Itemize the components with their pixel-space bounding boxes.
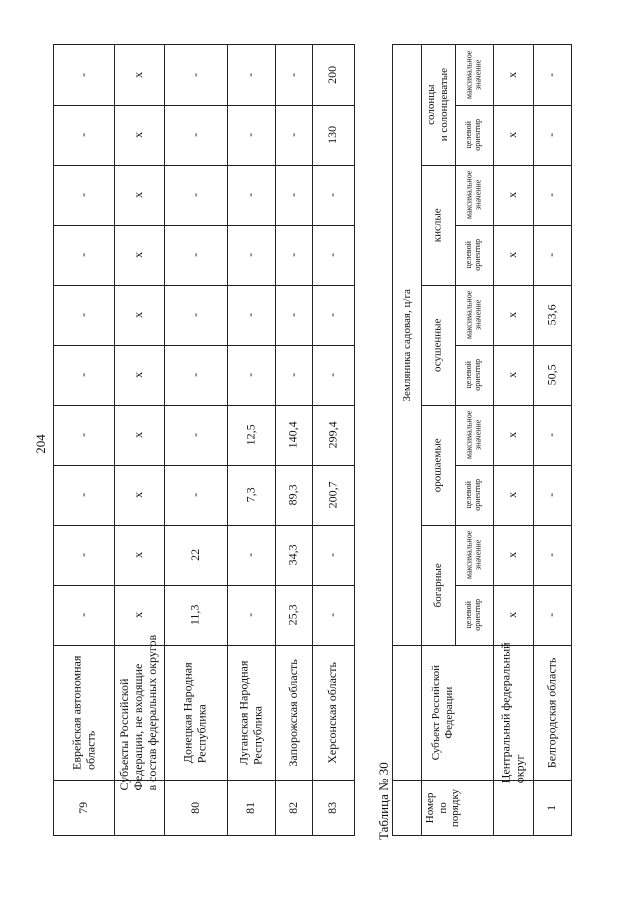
table-cell: - [544, 612, 559, 617]
table-cell: х [505, 551, 520, 558]
row-name: Белгородская область [544, 657, 559, 768]
table-cell: - [285, 252, 300, 257]
table-cell: - [544, 132, 559, 137]
table-cell: - [325, 612, 340, 617]
row-name: Луганская Народная Республика [236, 660, 265, 765]
group-header: солонцы и солонцеватые [425, 68, 450, 142]
table-cell: - [325, 372, 340, 377]
sub-header: максимальное значение [464, 530, 482, 580]
table-cell: - [76, 312, 91, 317]
table-cell: - [76, 612, 91, 617]
table-cell: - [187, 372, 202, 377]
table-cell: - [243, 372, 258, 377]
group-header: богарные [431, 562, 444, 608]
table-cell: х [131, 131, 146, 138]
sub-header: максимальное значение [464, 290, 482, 340]
number-header: Номер по порядку [424, 788, 462, 827]
table-cell: - [76, 192, 91, 197]
table-cell: - [76, 132, 91, 137]
table-cell: - [187, 132, 202, 137]
table-cell: х [505, 311, 520, 318]
sub-header: максимальное значение [464, 410, 482, 460]
group-header: осушенные [431, 318, 444, 372]
table-cell: - [325, 252, 340, 257]
table-cell: - [76, 492, 91, 497]
table-cell: 11,3 [187, 604, 202, 626]
table-cell: 50,5 [544, 364, 559, 386]
group-header: кислые [431, 208, 444, 242]
table-cell: - [544, 192, 559, 197]
row-name: Центральный федеральный округ [498, 642, 526, 783]
table-cell: 12,5 [243, 424, 258, 446]
page-number: 204 [32, 434, 48, 454]
row-name: Субъекты Российской Федерации, не входящие в состав федеральных округов [117, 634, 159, 791]
row-name: Запорожская область [285, 658, 300, 767]
sub-header: целевой ориентир [464, 359, 482, 391]
sub-header: целевой ориентир [464, 239, 482, 271]
table-cell: - [285, 192, 300, 197]
table-cell: х [505, 431, 520, 438]
table-cell: - [544, 72, 559, 77]
table-cell: х [131, 311, 146, 318]
table-cell: 53,6 [544, 304, 559, 326]
table-cell: - [243, 612, 258, 617]
table-cell: - [243, 192, 258, 197]
row-name: Донецкая Народная Республика [180, 662, 209, 763]
row-number: 81 [243, 801, 258, 814]
row-name: Херсонская область [325, 661, 340, 764]
table-cell: 200,7 [325, 481, 340, 509]
table-cell: - [285, 312, 300, 317]
table-cell: - [76, 372, 91, 377]
row-number: 83 [325, 801, 340, 814]
table-cell: - [243, 252, 258, 257]
table-cell: - [285, 72, 300, 77]
table-cell: х [505, 191, 520, 198]
table-cell: - [243, 312, 258, 317]
sub-header: целевой ориентир [464, 479, 482, 511]
table-cell: - [243, 552, 258, 557]
sub-header: максимальное значение [464, 170, 482, 220]
table-cell: - [285, 132, 300, 137]
table-cell: - [187, 312, 202, 317]
sub-header: целевой ориентир [464, 599, 482, 631]
group-header: орошаемые [431, 438, 444, 492]
table-cell: - [243, 132, 258, 137]
table-cell: х [505, 371, 520, 378]
row-number [493, 780, 533, 835]
table-cell: х [131, 611, 146, 618]
table-cell: - [76, 252, 91, 257]
main-header: Земляника садовая, ц/га [400, 288, 413, 402]
table-cell: - [187, 492, 202, 497]
table-cell: - [187, 72, 202, 77]
table-cell: - [544, 552, 559, 557]
row-number [114, 780, 164, 835]
table-cell: х [131, 371, 146, 378]
table-cell: - [243, 72, 258, 77]
table-cell: 200 [325, 65, 340, 84]
table-cell: х [131, 251, 146, 258]
table-cell: - [285, 372, 300, 377]
row-number: 80 [187, 801, 202, 814]
table-cell: 34,3 [285, 544, 300, 566]
table-cell: - [325, 192, 340, 197]
row-name: Еврейская автономная область [69, 655, 97, 770]
table-cell: - [187, 432, 202, 437]
table-cell: х [505, 71, 520, 78]
table-cell: 89,3 [285, 484, 300, 506]
lower-table [392, 44, 572, 836]
row-number: 79 [76, 801, 91, 814]
table-cell: 22 [187, 548, 202, 561]
table-cell: 25,3 [285, 604, 300, 626]
table-cell: - [325, 552, 340, 557]
row-number: 82 [285, 801, 300, 814]
table-cell: - [76, 72, 91, 77]
table-cell: - [76, 432, 91, 437]
table-cell: - [544, 492, 559, 497]
table-cell: - [544, 252, 559, 257]
table-cell: 7,3 [243, 487, 258, 503]
table-cell: 299,4 [325, 421, 340, 449]
table-cell: х [131, 191, 146, 198]
table-cell: х [505, 251, 520, 258]
sub-header: максимальное значение [464, 50, 482, 100]
sub-header: целевой ориентир [464, 119, 482, 151]
table-cell: х [505, 491, 520, 498]
table-cell: х [131, 71, 146, 78]
table-cell: х [131, 431, 146, 438]
subject-header: Субъект Российской Федерации [430, 664, 455, 761]
table-cell: х [505, 131, 520, 138]
table-cell: - [187, 192, 202, 197]
table-cell: 140,4 [285, 421, 300, 449]
table-cell: 130 [325, 125, 340, 144]
table-cell: - [544, 432, 559, 437]
row-number: 1 [544, 804, 559, 811]
table-cell: - [76, 552, 91, 557]
table-cell: х [131, 551, 146, 558]
table-cell: х [131, 491, 146, 498]
table-cell: х [505, 611, 520, 618]
table-cell: - [187, 252, 202, 257]
upper-table [53, 44, 355, 836]
table-cell: - [325, 312, 340, 317]
